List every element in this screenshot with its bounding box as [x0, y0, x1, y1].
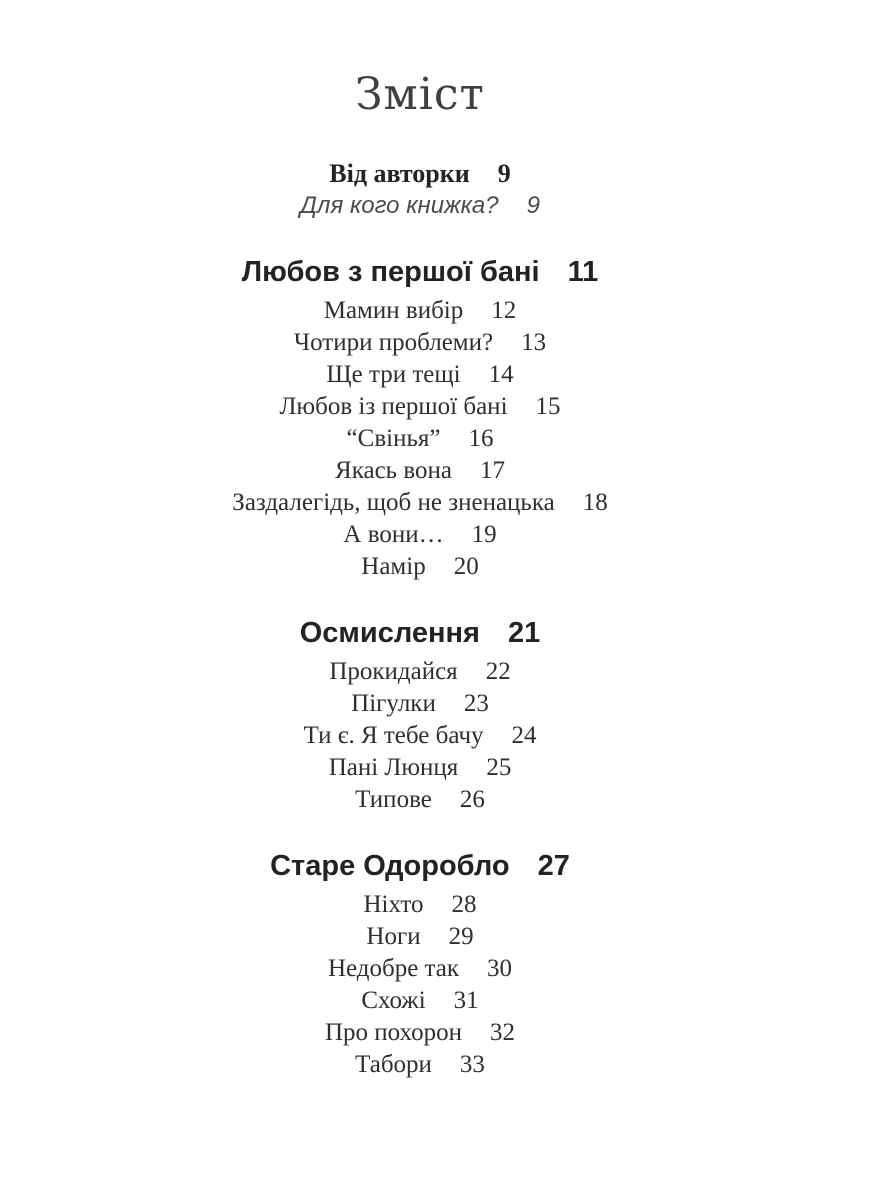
toc-heading-page: 11	[567, 256, 599, 288]
toc-entry-label: Прокидайся	[329, 658, 458, 685]
toc-section-intro	[0, 158, 840, 222]
toc-entry-page: 14	[488, 361, 514, 388]
toc-entry-page: 28	[451, 891, 477, 918]
toc-heading	[0, 252, 840, 292]
toc-heading-label: Осмислення	[299, 617, 480, 649]
toc-entry-label: Табори	[355, 1051, 432, 1078]
toc-entry	[0, 953, 840, 985]
toc-entry-page: 33	[459, 1051, 485, 1078]
toc-entry-page: 19	[471, 521, 497, 548]
toc-heading-page: 9	[497, 159, 511, 188]
toc-entry	[0, 1049, 840, 1081]
toc-entry-page: 20	[453, 553, 479, 580]
toc-entry-label: Типове	[355, 786, 432, 813]
toc-entry	[0, 391, 840, 423]
toc-entry	[0, 359, 840, 391]
toc-entry	[0, 720, 840, 752]
toc-entry-label: Чотири проблеми?	[293, 329, 494, 356]
toc-entry	[0, 423, 840, 455]
toc-entry-label: Ноги	[366, 923, 421, 950]
toc-entry-label: “Свінья”	[346, 425, 441, 452]
toc-entry-label: Недобре так	[327, 955, 460, 982]
toc-entry-label: Ти є. Я тебе бачу	[303, 722, 484, 749]
toc-entry-page: 9	[526, 192, 540, 219]
toc-entry	[0, 519, 840, 551]
toc-entry-page: 18	[582, 489, 608, 516]
toc-entry-label: Якась вона	[335, 457, 452, 484]
toc-entry-page: 30	[487, 955, 513, 982]
toc-entry-page: 22	[485, 658, 511, 685]
toc-entry-label: Любов із першої бані	[279, 393, 508, 420]
toc-heading	[0, 613, 840, 653]
toc-heading-label: Любов з першої бані	[241, 256, 540, 288]
toc-entry	[0, 784, 840, 816]
toc-section-stare-odoroblo	[0, 846, 840, 1081]
toc-entry-page: 12	[491, 297, 517, 324]
toc-entry-page: 23	[463, 690, 489, 717]
toc-section-lyubov	[0, 252, 840, 583]
toc-entry-page: 17	[479, 457, 505, 484]
toc-entry-label: Пані Люнця	[328, 754, 459, 781]
toc-entry-label: Схожі	[361, 987, 426, 1014]
toc-entry-page: 31	[453, 987, 479, 1014]
toc-heading-label: Старе Одоробло	[270, 850, 510, 882]
toc-entry	[0, 190, 840, 222]
toc-heading-label: Від авторки	[329, 159, 470, 188]
toc-entry-label: А вони…	[343, 521, 444, 548]
toc-entry	[0, 487, 840, 519]
toc-heading-page: 21	[507, 617, 541, 649]
toc-entry-page: 13	[521, 329, 547, 356]
page-title: Зміст	[355, 69, 485, 120]
toc-heading-page: 27	[537, 850, 570, 882]
toc-heading	[0, 846, 840, 886]
toc-entry-label: Ще три тещі	[326, 361, 461, 388]
toc-entry-page: 16	[468, 425, 494, 452]
toc-entry	[0, 656, 840, 688]
toc-entry	[0, 551, 840, 583]
toc-entry-label: Про похорон	[325, 1019, 462, 1046]
toc-entry	[0, 295, 840, 327]
toc-entry-label: Пігулки	[351, 690, 436, 717]
toc-entry	[0, 327, 840, 359]
toc-entry	[0, 455, 840, 487]
toc-entry	[0, 889, 840, 921]
toc-entry	[0, 1017, 840, 1049]
toc-heading	[0, 158, 840, 190]
toc-section-osmyslennya	[0, 613, 840, 816]
toc-entry-page: 29	[448, 923, 474, 950]
toc-entry-page: 26	[459, 786, 485, 813]
toc-entry-label: Ніхто	[363, 891, 424, 918]
toc-entry-label: Намір	[361, 553, 426, 580]
toc-entry-label: Заздалегідь, щоб не зненацька	[232, 489, 555, 516]
toc-entry-page: 25	[486, 754, 512, 781]
toc-entry-page: 15	[535, 393, 561, 420]
toc-entry-label: Мамин вибір	[323, 297, 464, 324]
toc-entry-page: 24	[511, 722, 537, 749]
toc-entry	[0, 985, 840, 1017]
toc-entry	[0, 688, 840, 720]
toc-entry-label: Для кого книжка?	[300, 192, 499, 219]
toc-entry	[0, 752, 840, 784]
toc-entry	[0, 921, 840, 953]
toc-entry-page: 32	[490, 1019, 515, 1046]
